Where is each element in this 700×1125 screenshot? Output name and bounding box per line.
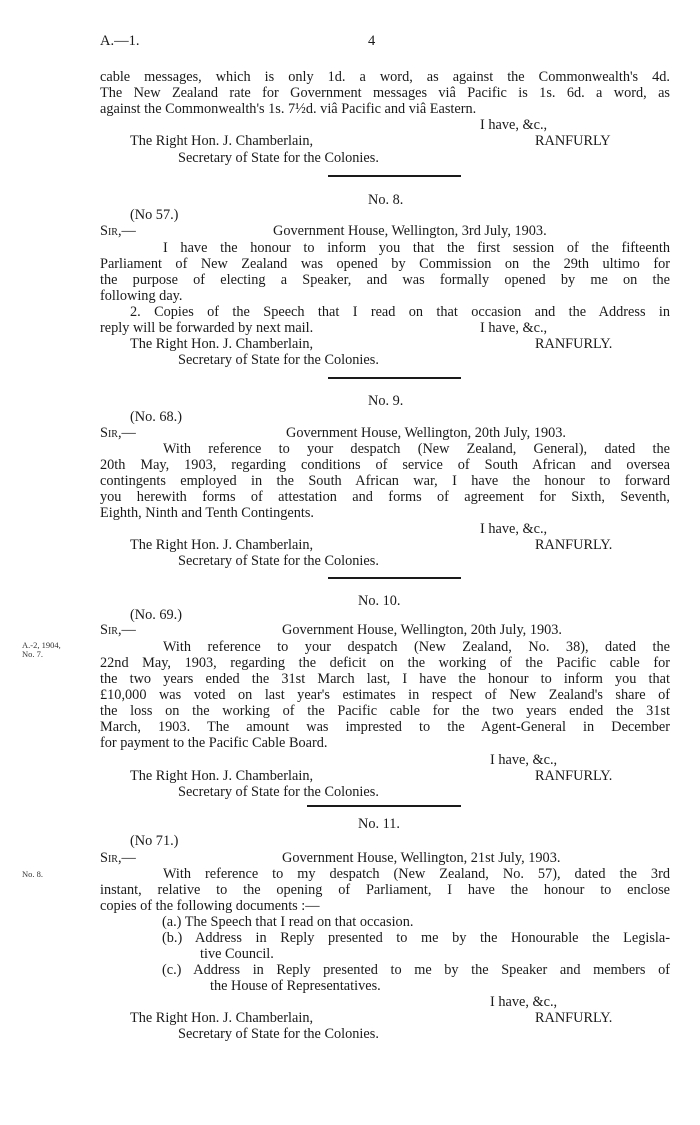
body-line: the purpose of electing a Speaker, and was formally opened by me on the	[100, 272, 670, 288]
signature: RANFURLY.	[535, 537, 613, 553]
addressee-title: Secretary of State for the Colonies.	[178, 553, 379, 569]
body-line: the loss on the working of the Pacific cable for the two years ended the 31st	[100, 703, 670, 719]
despatch-number: No. 8.	[368, 192, 404, 208]
place-date: Government House, Wellington, 3rd July, 1903.	[273, 223, 547, 239]
intro-line-3: against the Commonwealth's 1s. 7½d. viâ Pacific and viâ Eastern.	[100, 101, 477, 117]
salutation: Sir,—	[100, 622, 136, 638]
section-divider	[328, 377, 461, 379]
despatch-number: No. 10.	[358, 593, 401, 609]
signature: RANFURLY.	[535, 1010, 613, 1026]
intro-line-1: cable messages, which is only 1d. a word, as against the Commonwealth's 4d.	[100, 69, 670, 85]
list-item: tive Council.	[200, 946, 274, 962]
addressee: The Right Hon. J. Chamberlain,	[130, 336, 314, 352]
intro-closing: I have, &c.,	[480, 117, 548, 133]
closing: I have, &c.,	[480, 320, 548, 336]
body-line: contingents employed in the South African war, I have the honour to forward	[100, 473, 670, 489]
salutation: Sir,—	[100, 850, 136, 866]
despatch-number: No. 9.	[368, 393, 404, 409]
addressee: The Right Hon. J. Chamberlain,	[130, 1010, 314, 1026]
section-divider	[328, 175, 461, 177]
body-line: 20th May, 1903, regarding conditions of service of South African and oversea	[100, 457, 670, 473]
body-line: you herewith forms of attestation and forms of agreement for Sixth, Seventh,	[100, 489, 670, 505]
salutation: Sir,—	[100, 425, 136, 441]
addressee: The Right Hon. J. Chamberlain,	[130, 537, 314, 553]
despatch-ref: (No 57.)	[130, 207, 179, 223]
section-divider	[307, 805, 461, 807]
section-divider	[328, 577, 461, 579]
body-line: I have the honour to inform you that the first session of the fifteenth	[163, 240, 670, 256]
body-line: 2. Copies of the Speech that I read on that occasion and the Address in	[130, 304, 670, 320]
page-number: 4	[368, 33, 376, 49]
intro-signature: RANFURLY	[535, 133, 611, 149]
addressee-title: Secretary of State for the Colonies.	[178, 784, 379, 800]
margin-note: No. 7.	[22, 649, 44, 659]
list-item: (a.) The Speech that I read on that occasion.	[162, 914, 414, 930]
margin-note: No. 8.	[22, 869, 44, 879]
despatch-ref: (No 71.)	[130, 833, 179, 849]
intro-line-2: The New Zealand rate for Government messages viâ Pacific is 1s. 6d. a word, as	[100, 85, 670, 101]
closing: I have, &c.,	[480, 521, 548, 537]
body-line: March, 1903. The amount was imprested to the Agent-General in December	[100, 719, 670, 735]
document-reference: A.—1.	[100, 33, 140, 49]
closing: I have, &c.,	[490, 752, 558, 768]
body-line: copies of the following documents :—	[100, 898, 320, 914]
body-line: the two years ended the 31st March last, I have the honour to inform you that	[100, 671, 670, 687]
body-line: With reference to your despatch (New Zealand, General), dated the	[163, 441, 670, 457]
body-line: following day.	[100, 288, 183, 304]
body-line: for payment to the Pacific Cable Board.	[100, 735, 328, 751]
intro-title: Secretary of State for the Colonies.	[178, 150, 379, 166]
body-line: 22nd May, 1903, regarding the deficit on the working of the Pacific cable for	[100, 655, 670, 671]
body-line: With reference to my despatch (New Zealand, No. 57), dated the 3rd	[163, 866, 670, 882]
body-line: instant, relative to the opening of Parliament, I have the honour to enclose	[100, 882, 670, 898]
list-item: the House of Representatives.	[210, 978, 381, 994]
addressee-title: Secretary of State for the Colonies.	[178, 1026, 379, 1042]
body-line: reply will be forwarded by next mail.	[100, 320, 314, 336]
intro-addressee: The Right Hon. J. Chamberlain,	[130, 133, 314, 149]
list-item: (b.) Address in Reply presented to me by the Honourable the Legisla-	[162, 930, 670, 946]
despatch-ref: (No. 68.)	[130, 409, 183, 425]
body-line: Eighth, Ninth and Tenth Contingents.	[100, 505, 314, 521]
margin-note: A.-2, 1904,	[22, 640, 61, 650]
addressee-title: Secretary of State for the Colonies.	[178, 352, 379, 368]
body-line: With reference to your despatch (New Zealand, No. 38), dated the	[163, 639, 670, 655]
body-line: £10,000 was voted on last year's estimates in respect of New Zealand's share of	[100, 687, 670, 703]
despatch-ref: (No. 69.)	[130, 607, 183, 623]
signature: RANFURLY.	[535, 336, 613, 352]
signature: RANFURLY.	[535, 768, 613, 784]
closing: I have, &c.,	[490, 994, 558, 1010]
list-item: (c.) Address in Reply presented to me by the Speaker and members of	[162, 962, 670, 978]
place-date: Government House, Wellington, 21st July, 1903.	[282, 850, 561, 866]
salutation: Sir,—	[100, 223, 136, 239]
place-date: Government House, Wellington, 20th July, 1903.	[286, 425, 566, 441]
body-line: Parliament of New Zealand was opened by Commission on the 29th ultimo for	[100, 256, 670, 272]
place-date: Government House, Wellington, 20th July, 1903.	[282, 622, 562, 638]
addressee: The Right Hon. J. Chamberlain,	[130, 768, 314, 784]
despatch-number: No. 11.	[358, 816, 400, 832]
